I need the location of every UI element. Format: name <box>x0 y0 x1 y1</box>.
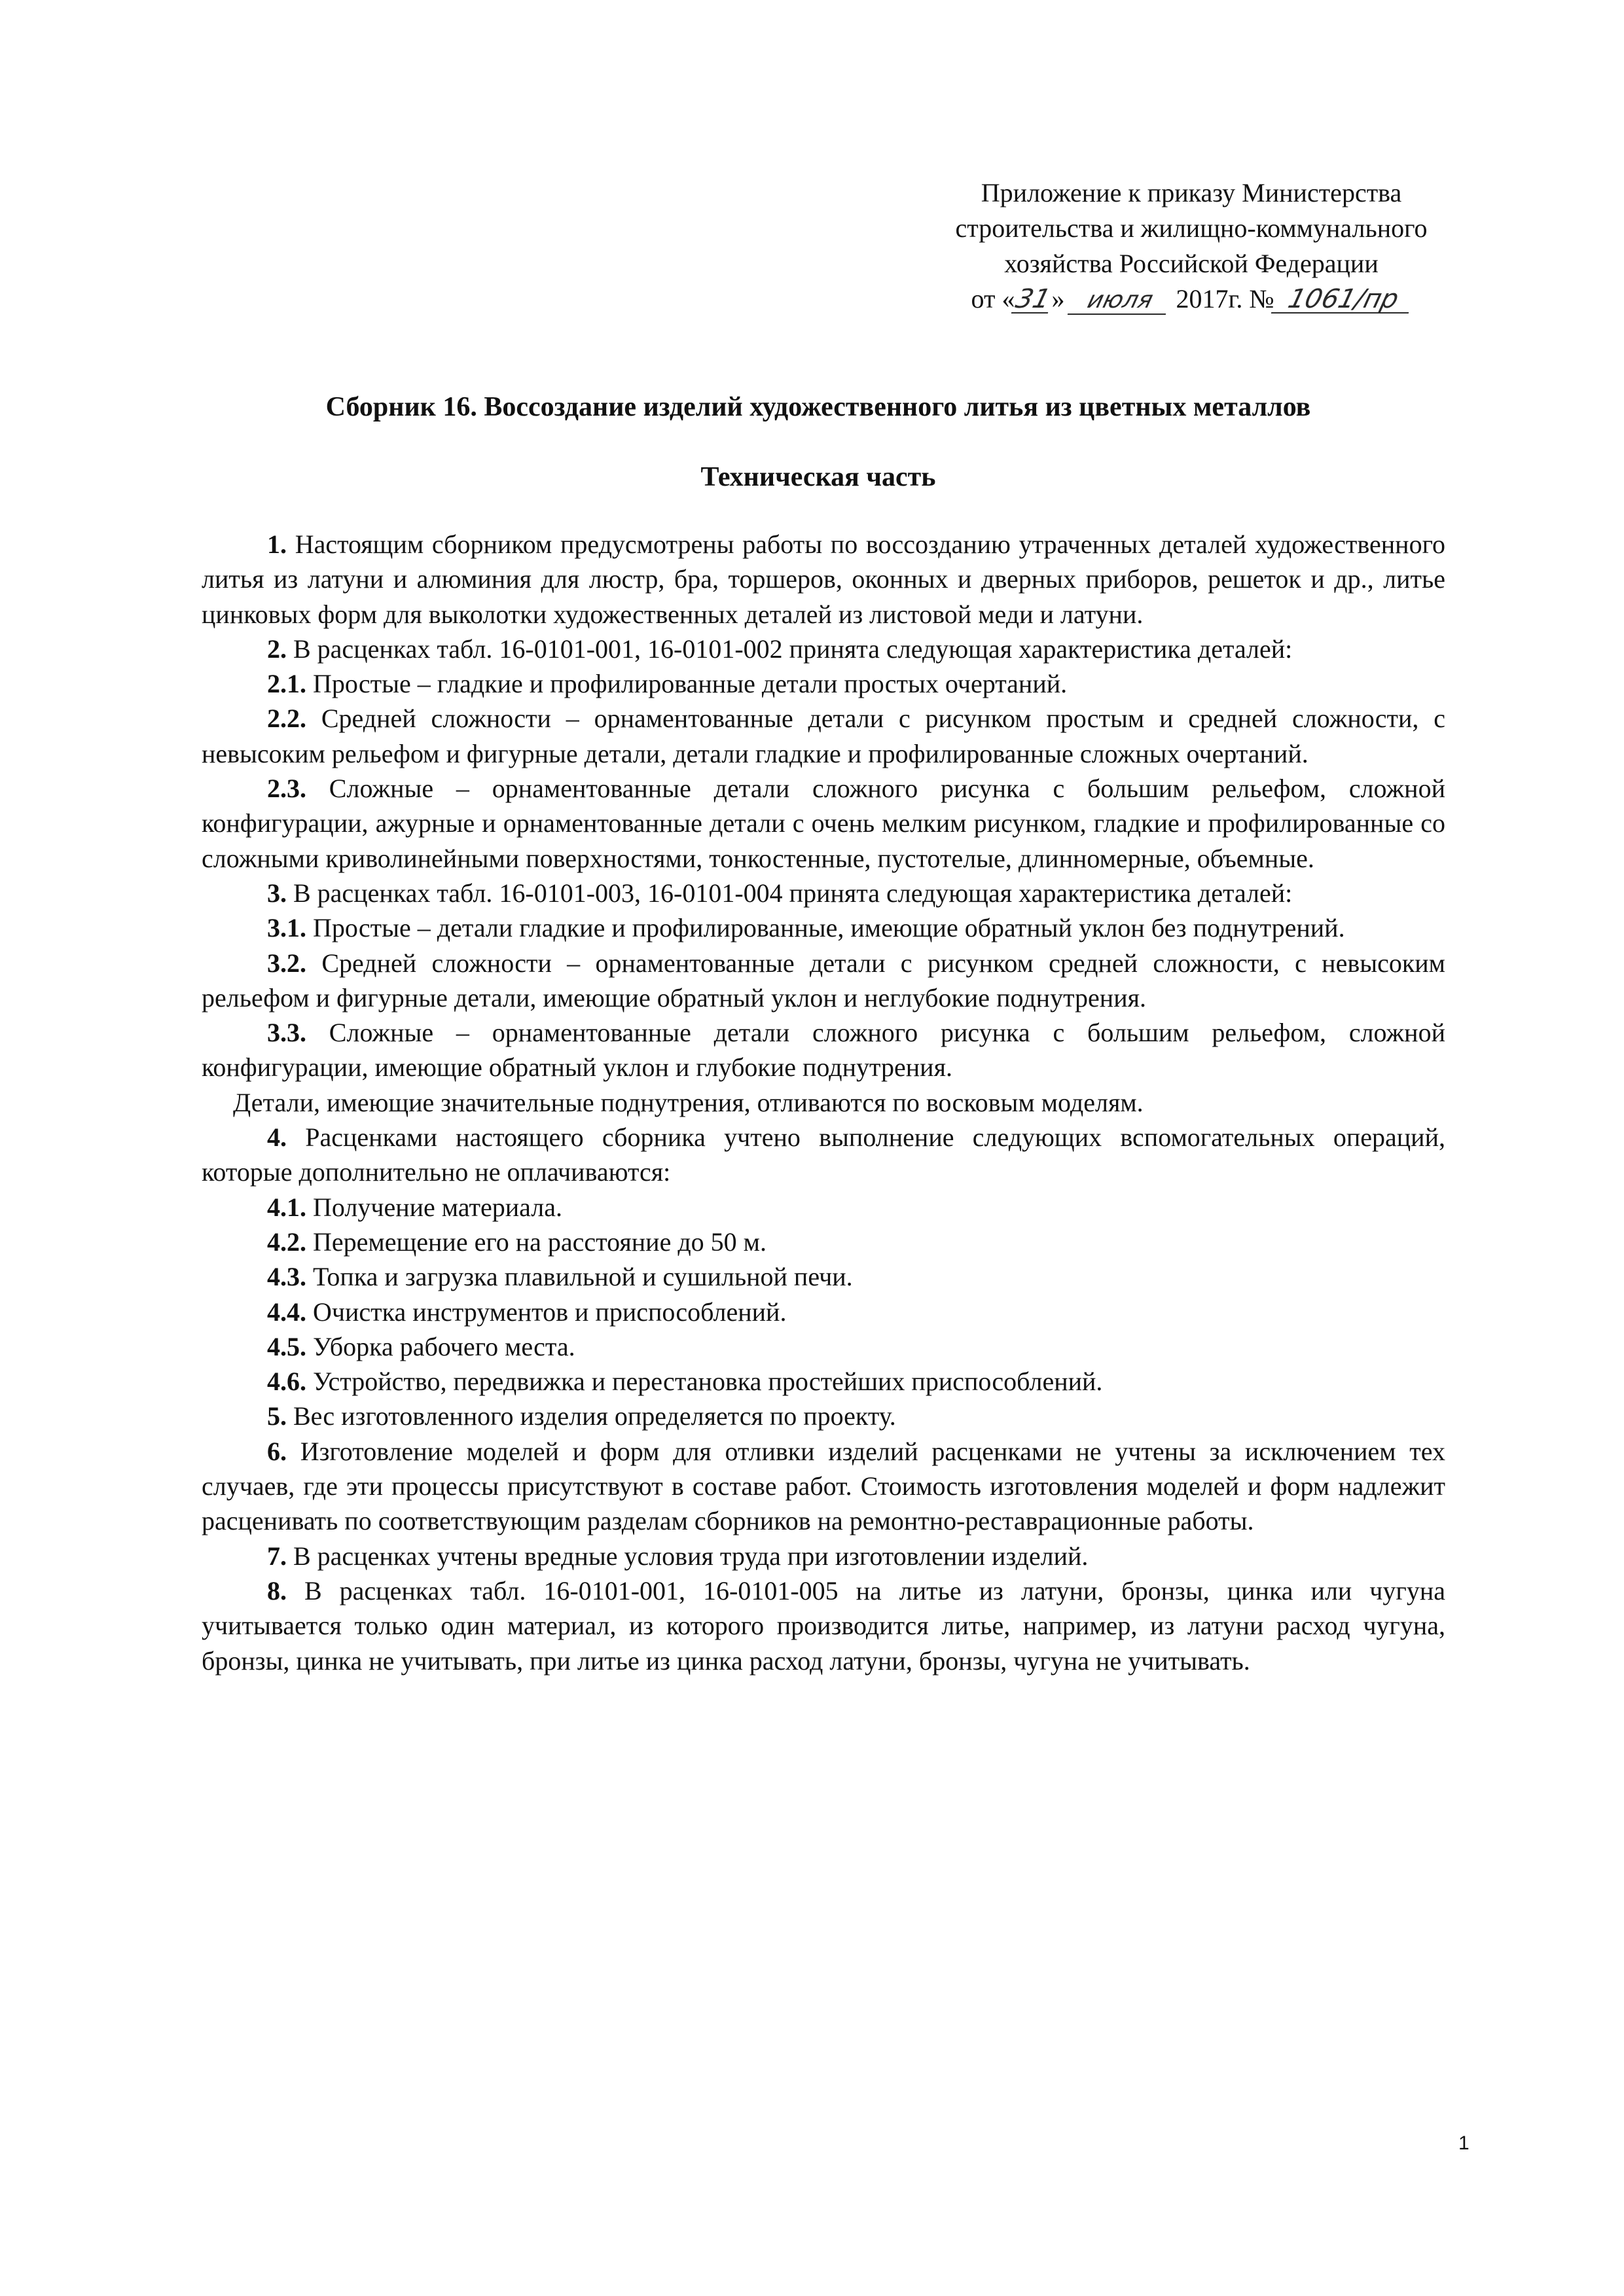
handwritten-month: июля <box>1068 287 1172 315</box>
paragraph <box>202 1085 1445 1120</box>
paragraph-number: 4. <box>267 1122 287 1153</box>
paragraph-number: 8. <box>267 1575 287 1605</box>
paragraph-number: 2. <box>267 634 287 664</box>
annex-line-1: Приложение к приказу Министерства <box>981 178 1402 207</box>
paragraph <box>202 1539 1445 1573</box>
paragraph <box>202 1434 1445 1539</box>
paragraph-number: 3. <box>267 878 287 908</box>
paragraph-number: 3.2. <box>267 948 306 978</box>
annex-line-3: хозяйства Российской Федерации <box>1004 249 1379 278</box>
paragraph <box>202 876 1445 910</box>
annex-date-line <box>903 281 1479 317</box>
paragraph-number: 4.3. <box>267 1262 306 1292</box>
paragraph <box>202 527 1445 632</box>
paragraph-number: 3.3. <box>267 1018 306 1048</box>
paragraph-text: Очистка инструментов и приспособлений. <box>306 1297 787 1327</box>
paragraph-text: Сложные – орнаментованные детали сложного рисунка с большим рельефом, сложной конфигурации, имеющие обратный уклон и глубокие поднутрения. <box>202 1018 1445 1083</box>
paragraph-text: Средней сложности – орнаментованные детали с рисунком средней сложности, с невысоким рельефом и фигурные детали, имеющие обратный уклон и неглубокие поднутрения. <box>202 948 1445 1013</box>
paragraph <box>202 1399 1445 1433</box>
paragraph-text: Перемещение его на расстояние до 50 м. <box>306 1227 767 1257</box>
paragraph-number: 4.4. <box>267 1297 306 1327</box>
paragraph-number: 1. <box>267 529 287 559</box>
paragraph-text: Простые – детали гладкие и профилированные, имеющие обратный уклон без поднутрений. <box>306 913 1345 943</box>
paragraph-text: Простые – гладкие и профилированные детали простых очертаний. <box>306 669 1068 699</box>
paragraph <box>202 1295 1445 1329</box>
paragraph-number: 4.6. <box>267 1367 306 1397</box>
date-prefix: от « <box>971 284 1015 314</box>
paragraph-text: Уборка рабочего места. <box>306 1331 575 1361</box>
paragraph-number: 4.1. <box>267 1192 306 1222</box>
paragraph-text: Средней сложности – орнаментованные детали с рисунком простым и средней сложности, с невысоким рельефом и фигурные детали, детали гладкие и профилированные сложных очертаний. <box>202 704 1445 768</box>
paragraph <box>202 771 1445 876</box>
paragraph <box>202 666 1445 701</box>
paragraph-text: Расценками настоящего сборника учтено выполнение следующих вспомогательных операций, которые дополнительно не оплачиваются: <box>202 1122 1445 1187</box>
paragraph <box>202 1329 1445 1364</box>
paragraph <box>202 1259 1445 1294</box>
paragraph <box>202 910 1445 945</box>
paragraph-number: 2.3. <box>267 774 306 804</box>
paragraph-number: 4.2. <box>267 1227 306 1257</box>
handwritten-day: 31 <box>1011 286 1055 314</box>
paragraph-text: Топка и загрузка плавильной и сушильной печи. <box>306 1262 853 1292</box>
paragraph-number: 5. <box>267 1401 287 1431</box>
paragraph-number: 7. <box>267 1541 287 1571</box>
date-year: 2017г. № <box>1176 284 1274 314</box>
paragraph-text: В расценках учтены вредные условия труда при изготовлении изделий. <box>287 1541 1089 1571</box>
paragraph <box>202 1573 1445 1678</box>
paragraph <box>202 1364 1445 1399</box>
paragraph <box>202 701 1445 771</box>
handwritten-order-number: 1061/пр <box>1271 286 1415 314</box>
paragraph-text: Сложные – орнаментованные детали сложного рисунка с большим рельефом, сложной конфигурации, ажурные и орнаментованные детали с очень мелким рисунком, гладкие и профилированные со сложными криволинейными поверхностями, тонкостенные, пустотелые, длинномерные, объемные. <box>202 774 1445 873</box>
paragraph <box>202 632 1445 666</box>
paragraph-text: Устройство, передвижка и перестановка простейших приспособлений. <box>306 1367 1103 1397</box>
paragraph <box>202 1120 1445 1190</box>
paragraph <box>202 946 1445 1016</box>
paragraph-text: Изготовление моделей и форм для отливки изделий расценками не учтены за исключением тех случаев, где эти процессы присутствуют в составе работ. Стоимость изготовления моделей и форм надлежит расценивать по соответствующим разделам сборников на ремонтно-реставрационные работы. <box>202 1436 1445 1536</box>
annex-line-2: строительства и жилищно-коммунального <box>955 213 1428 243</box>
paragraph-text: В расценках табл. 16-0101-003, 16-0101-004 принята следующая характеристика деталей: <box>287 878 1293 908</box>
paragraph-text: Настоящим сборником предусмотрены работы по воссозданию утраченных деталей художественного литья из латуни и алюминия для люстр, бра, торшеров, оконных и дверных приборов, решеток и др., литье цинковых форм для выколотки художественных деталей из листовой меди и латуни. <box>202 529 1445 629</box>
paragraph-number: 2.1. <box>267 669 306 699</box>
paragraph-text: Вес изготовленного изделия определяется по проекту. <box>287 1401 896 1431</box>
paragraph-number: 6. <box>267 1436 287 1466</box>
paragraph <box>202 1225 1445 1259</box>
document-title: Сборник 16. Воссоздание изделий художественного литья из цветных металлов <box>325 392 1311 422</box>
paragraph-text: Получение материала. <box>306 1192 562 1222</box>
paragraph <box>202 1015 1445 1085</box>
annex-header <box>903 175 1479 317</box>
section-title: Техническая часть <box>700 462 936 492</box>
paragraph-number: 2.2. <box>267 704 306 734</box>
document-body <box>202 527 1445 1678</box>
paragraph-text: Детали, имеющие значительные поднутрения, отливаются по восковым моделям. <box>233 1087 1144 1117</box>
paragraph-number: 4.5. <box>267 1331 306 1361</box>
paragraph <box>202 1190 1445 1225</box>
date-mid: » <box>1051 284 1065 314</box>
paragraph-number: 3.1. <box>267 913 306 943</box>
page-number: 1 <box>1458 2132 1470 2154</box>
paragraph-text: В расценках табл. 16-0101-001, 16-0101-005 на литье из латуни, бронзы, цинка или чугуна учитывается только один материал, из которого производится литье, например, из латуни расход чугуна, бронзы, цинка не учитывать, при литье из цинка расход латуни, бронзы, чугуна не учитывать. <box>202 1575 1445 1676</box>
paragraph-text: В расценках табл. 16-0101-001, 16-0101-002 принята следующая характеристика деталей: <box>287 634 1293 664</box>
